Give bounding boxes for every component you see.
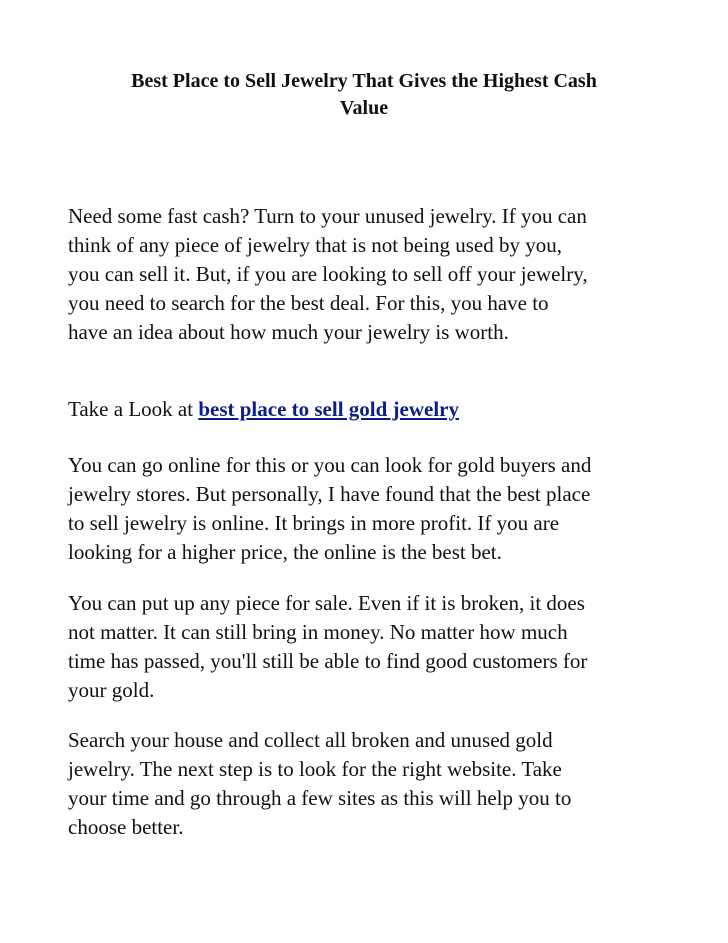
paragraph-line: you need to search for the best deal. For this, you have to <box>68 291 549 315</box>
paragraph-online <box>68 451 678 567</box>
paragraph-line: Search your house and collect all broken and unused gold <box>68 728 553 752</box>
paragraph-line: choose better. <box>68 815 184 839</box>
title-line: Best Place to Sell Jewelry That Gives the Highest Cash <box>131 70 597 92</box>
paragraph-line: not matter. It can still bring in money. No matter how much <box>68 620 568 644</box>
take-a-look-prefix: Take a Look at <box>68 397 199 421</box>
paragraph-take-a-look <box>68 395 678 424</box>
paragraph-line: jewelry stores. But personally, I have found that the best place <box>68 482 591 506</box>
paragraph-line: to sell jewelry is online. It brings in more profit. If you are <box>68 511 560 535</box>
paragraph-line: Need some fast cash? Turn to your unused jewelry. If you can <box>68 204 587 228</box>
paragraph-search-house <box>68 726 678 842</box>
paragraph-line: jewelry. The next step is to look for the right website. Take <box>68 757 562 781</box>
paragraph-line: think of any piece of jewelry that is not being used by you, <box>68 233 562 257</box>
title-line: Value <box>339 97 389 119</box>
document-title <box>68 68 660 122</box>
paragraph-line: your gold. <box>68 678 155 702</box>
paragraph-broken-pieces <box>68 589 678 705</box>
paragraph-line: time has passed, you'll still be able to find good customers for <box>68 649 588 673</box>
paragraph-intro <box>68 202 678 347</box>
gold-jewelry-link[interactable]: best place to sell gold jewelry <box>198 397 460 421</box>
paragraph-line: You can put up any piece for sale. Even if it is broken, it does <box>68 591 585 615</box>
paragraph-line: have an idea about how much your jewelry is worth. <box>68 320 509 344</box>
paragraph-line: You can go online for this or you can look for gold buyers and <box>68 453 592 477</box>
paragraph-line: you can sell it. But, if you are looking to sell off your jewelry, <box>68 262 588 286</box>
paragraph-line: looking for a higher price, the online is the best bet. <box>68 540 502 564</box>
paragraph-line: your time and go through a few sites as this will help you to <box>68 786 572 810</box>
